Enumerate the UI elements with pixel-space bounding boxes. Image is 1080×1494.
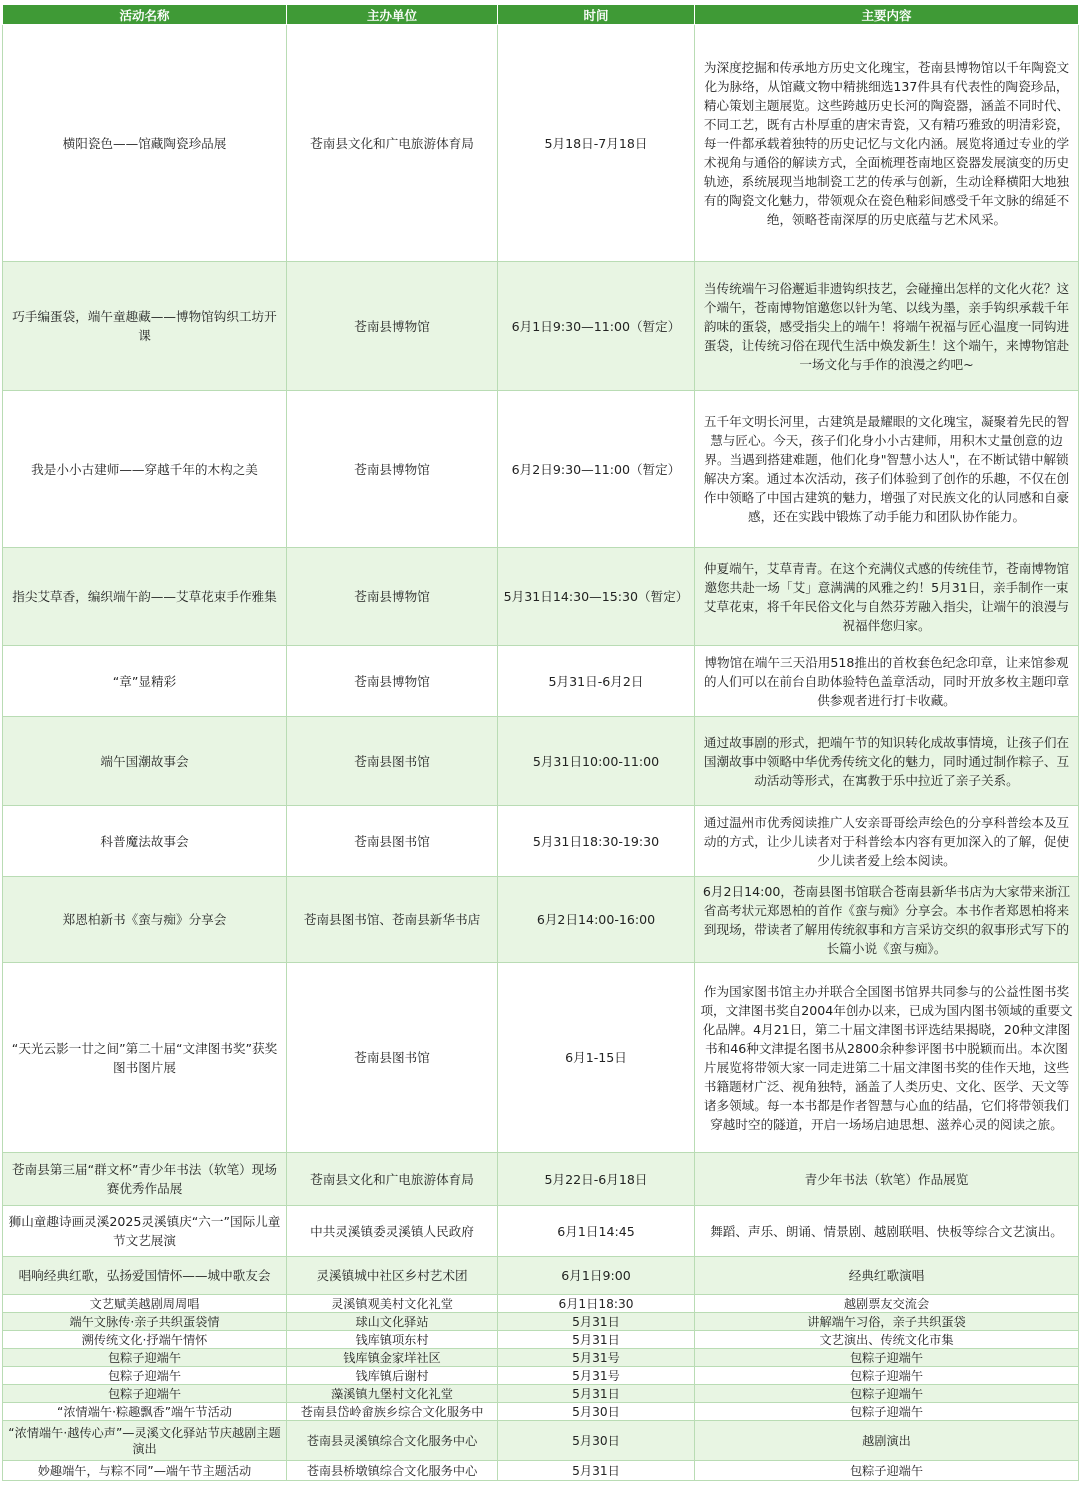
activities-table [2, 4, 1079, 1481]
content: 仲夏端午，艾草青青。在这个充满仪式感的传统佳节，苍南博物馆邀您共赴一场「艾」意满满的风雅之约！5月31日，亲手制作一束艾草花束，将千年民俗文化与自然芬芳融入指尖，让端午的浪漫与祝福伴您归家。 [695, 548, 1079, 646]
time: 6月2日14:00-16:00 [498, 877, 695, 963]
content: 讲解端午习俗，亲子共织蛋袋 [695, 1313, 1079, 1331]
organizer: 苍南县灵溪镇综合文化服务中心 [287, 1421, 498, 1461]
table-row [3, 1257, 1079, 1295]
activity-name: 指尖艾草香，编织端午韵——艾草花束手作雅集 [3, 548, 287, 646]
table-row [3, 1153, 1079, 1206]
activity-name: 溯传统文化·抒端午情怀 [3, 1331, 287, 1349]
activity-name: 巧手编蛋袋，端午童趣藏——博物馆钩织工坊开课 [3, 262, 287, 391]
header-content: 主要内容 [695, 5, 1079, 25]
time: 5月31日-6月2日 [498, 646, 695, 717]
activity-name: 科普魔法故事会 [3, 806, 287, 877]
table-row [3, 1385, 1079, 1403]
activity-name: 横阳瓷色——馆藏陶瓷珍品展 [3, 25, 287, 262]
table-row [3, 1295, 1079, 1313]
time: 5月22日-6月18日 [498, 1153, 695, 1206]
organizer: 苍南县图书馆 [287, 717, 498, 806]
time: 5月31日 [498, 1385, 695, 1403]
header-organizer: 主办单位 [287, 5, 498, 25]
time: 6月1-15日 [498, 963, 695, 1153]
content: 经典红歌演唱 [695, 1257, 1079, 1295]
table-row [3, 1403, 1079, 1421]
content: 文艺演出、传统文化市集 [695, 1331, 1079, 1349]
organizer: 钱库镇项东村 [287, 1331, 498, 1349]
content: 包粽子迎端午 [695, 1461, 1079, 1481]
organizer: 苍南县文化和广电旅游体育局 [287, 25, 498, 262]
content: 通过温州市优秀阅读推广人安亲哥哥绘声绘色的分享科普绘本及互动的方式，让少儿读者对于科普绘本内容有更加深入的了解，促使少儿读者爱上绘本阅读。 [695, 806, 1079, 877]
time: 6月1日9:00 [498, 1257, 695, 1295]
content: 为深度挖掘和传承地方历史文化瑰宝，苍南县博物馆以千年陶瓷文化为脉络，从馆藏文物中精挑细选137件具有代表性的陶瓷珍品，精心策划主题展览。这些跨越历史长河的陶瓷器，涵盖不同时代、不同工艺，既有古朴厚重的唐宋青瓷，又有精巧雅致的明清彩瓷，每一件都承载着独特的历史记忆与文化内涵。展览将通过专业的学术视角与通俗的解读方式，全面梳理苍南地区瓷器发展演变的历史轨迹，系统展现当地制瓷工艺的传承与创新，生动诠释横阳大地独有的陶瓷文化魅力，带领观众在瓷色釉彩间感受千年文脉的绵延不绝，领略苍南深厚的历史底蕴与艺术风采。 [695, 25, 1079, 262]
table-row [3, 877, 1079, 963]
table-row [3, 25, 1079, 262]
content: 包粽子迎端午 [695, 1367, 1079, 1385]
time: 5月31号 [498, 1367, 695, 1385]
organizer: 苍南县岱岭畲族乡综合文化服务中 [287, 1403, 498, 1421]
time: 5月31日14:30—15:30（暂定） [498, 548, 695, 646]
organizer: 苍南县图书馆、苍南县新华书店 [287, 877, 498, 963]
content: 包粽子迎端午 [695, 1385, 1079, 1403]
content: 舞蹈、声乐、朗诵、情景剧、越剧联唱、快板等综合文艺演出。 [695, 1206, 1079, 1257]
time: 5月31日18:30-19:30 [498, 806, 695, 877]
activity-name: “浓情端午·越传心声”—灵溪文化驿站节庆越剧主题演出 [3, 1421, 287, 1461]
organizer: 苍南县博物馆 [287, 646, 498, 717]
activity-name: “浓情端午·粽趣飘香”端午节活动 [3, 1403, 287, 1421]
content: 青少年书法（软笔）作品展览 [695, 1153, 1079, 1206]
time: 5月31日 [498, 1331, 695, 1349]
organizer: 藻溪镇九堡村文化礼堂 [287, 1385, 498, 1403]
organizer: 苍南县博物馆 [287, 262, 498, 391]
header-activity-name: 活动名称 [3, 5, 287, 25]
time: 5月31日 [498, 1461, 695, 1481]
activity-name: 包粽子迎端午 [3, 1367, 287, 1385]
activity-name: 包粽子迎端午 [3, 1349, 287, 1367]
content: 包粽子迎端午 [695, 1349, 1079, 1367]
table-row [3, 1421, 1079, 1461]
organizer: 中共灵溪镇委灵溪镇人民政府 [287, 1206, 498, 1257]
table-row [3, 1367, 1079, 1385]
activity-name: “天光云影一廿之间”第二十届“文津图书奖”获奖图书图片展 [3, 963, 287, 1153]
time: 6月1日14:45 [498, 1206, 695, 1257]
content: 五千年文明长河里，古建筑是最耀眼的文化瑰宝，凝聚着先民的智慧与匠心。今天，孩子们化身小小古建师，用积木丈量创意的边界。当遇到搭建难题，他们化身"智慧小达人"，在不断试错中解锁解决方案。通过本次活动，孩子们体验到了创作的乐趣，不仅在创作中领略了中国古建筑的魅力，增强了对民族文化的认同感和自豪感，还在实践中锻炼了动手能力和团队协作能力。 [695, 391, 1079, 548]
organizer: 苍南县博物馆 [287, 548, 498, 646]
table-row [3, 1313, 1079, 1331]
activity-name: 我是小小古建师——穿越千年的木构之美 [3, 391, 287, 548]
organizer: 钱库镇后谢村 [287, 1367, 498, 1385]
organizer: 灵溪镇观美村文化礼堂 [287, 1295, 498, 1313]
content: 越剧演出 [695, 1421, 1079, 1461]
activity-name: 唱响经典红歌，弘扬爱国情怀——城中歌友会 [3, 1257, 287, 1295]
organizer: 苍南县文化和广电旅游体育局 [287, 1153, 498, 1206]
table-row [3, 1331, 1079, 1349]
table-row [3, 646, 1079, 717]
table-row [3, 391, 1079, 548]
content: 越剧票友交流会 [695, 1295, 1079, 1313]
organizer: 苍南县博物馆 [287, 391, 498, 548]
time: 6月1日9:30—11:00（暂定） [498, 262, 695, 391]
activity-name: 狮山童趣诗画灵溪2025灵溪镇庆“六一”国际儿童节文艺展演 [3, 1206, 287, 1257]
time: 6月1日18:30 [498, 1295, 695, 1313]
activity-name: 文艺赋美越剧周周唱 [3, 1295, 287, 1313]
table-row [3, 262, 1079, 391]
time: 5月31日10:00-11:00 [498, 717, 695, 806]
activity-name: 妙趣端午，与粽不同”—端午节主题活动 [3, 1461, 287, 1481]
activity-name: 苍南县第三届“群文杯”青少年书法（软笔）现场赛优秀作品展 [3, 1153, 287, 1206]
activity-name: “章”显精彩 [3, 646, 287, 717]
time: 5月30日 [498, 1421, 695, 1461]
table-row [3, 1349, 1079, 1367]
content: 博物馆在端午三天沿用518推出的首枚套色纪念印章，让来馆参观的人们可以在前台自助体验特色盖章活动，同时开放多枚主题印章供参观者进行打卡收藏。 [695, 646, 1079, 717]
content: 当传统端午习俗邂逅非遗钩织技艺，会碰撞出怎样的文化火花？这个端午，苍南博物馆邀您以针为笔、以线为墨，亲手钩织承载千年韵味的蛋袋，感受指尖上的端午！将端午祝福与匠心温度一同钩进蛋袋，让传统习俗在现代生活中焕发新生！这个端午，来博物馆赴一场文化与手作的浪漫之约吧~ [695, 262, 1079, 391]
time: 5月31号 [498, 1349, 695, 1367]
table-row [3, 1206, 1079, 1257]
content: 6月2日14:00，苍南县图书馆联合苍南县新华书店为大家带来浙江省高考状元郑恩柏的首作《蛮与痴》分享会。本书作者郑恩柏将来到现场，带读者了解用传统叙事和方言采访交织的叙事形式写下的长篇小说《蛮与痴》。 [695, 877, 1079, 963]
organizer: 钱库镇金家垟社区 [287, 1349, 498, 1367]
activity-name: 郑恩柏新书《蛮与痴》分享会 [3, 877, 287, 963]
table-row [3, 963, 1079, 1153]
organizer: 灵溪镇城中社区乡村艺术团 [287, 1257, 498, 1295]
activity-name: 端午文脉传·亲子共织蛋袋情 [3, 1313, 287, 1331]
content: 通过故事剧的形式，把端午节的知识转化成故事情境，让孩子们在国潮故事中领略中华优秀传统文化的魅力，同时通过制作粽子、互动活动等形式，在寓教于乐中拉近了亲子关系。 [695, 717, 1079, 806]
content: 包粽子迎端午 [695, 1403, 1079, 1421]
time: 5月18日-7月18日 [498, 25, 695, 262]
table-row [3, 1461, 1079, 1481]
time: 5月31日 [498, 1313, 695, 1331]
time: 5月30日 [498, 1403, 695, 1421]
table-row [3, 717, 1079, 806]
activity-name: 包粽子迎端午 [3, 1385, 287, 1403]
header-time: 时间 [498, 5, 695, 25]
organizer: 苍南县桥墩镇综合文化服务中心 [287, 1461, 498, 1481]
time: 6月2日9:30—11:00（暂定） [498, 391, 695, 548]
table-row [3, 548, 1079, 646]
table-row [3, 806, 1079, 877]
organizer: 苍南县图书馆 [287, 806, 498, 877]
organizer: 球山文化驿站 [287, 1313, 498, 1331]
activity-name: 端午国潮故事会 [3, 717, 287, 806]
content: 作为国家图书馆主办并联合全国图书馆界共同参与的公益性图书奖项，文津图书奖自2004年创办以来，已成为国内图书领域的重要文化品牌。4月21日，第二十届文津图书评选结果揭晓，20种文津图书和46种文津提名图书从2800余种参评图书中脱颖而出。本次图片展览将带领大家一同走进第二十届文津图书奖的佳作天地，这些书籍题材广泛、视角独特，涵盖了人类历史、文化、医学、天文等诸多领域。每一本书都是作者智慧与心血的结晶，它们将带领我们穿越时空的隧道，开启一场场启迪思想、滋养心灵的阅读之旅。 [695, 963, 1079, 1153]
header-row [3, 5, 1079, 25]
organizer: 苍南县图书馆 [287, 963, 498, 1153]
